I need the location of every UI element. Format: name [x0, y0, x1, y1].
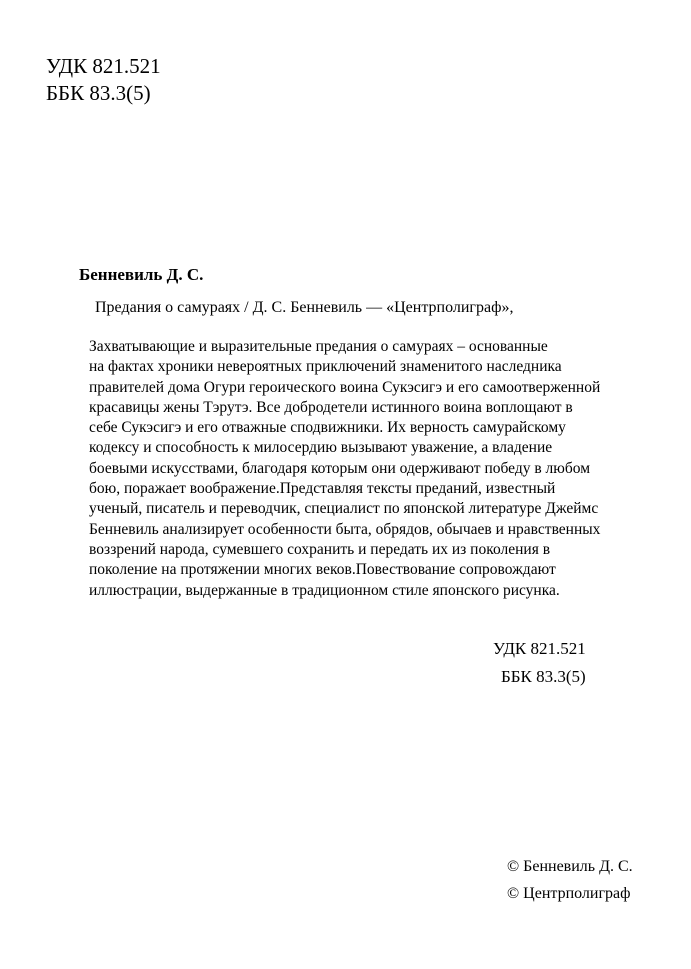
abstract-line: правителей дома Огури героического воина Сукэсигэ и его самоотверженной	[89, 378, 601, 396]
copyright-publisher: © Центрполиграф	[507, 885, 631, 902]
abstract-line: поколение на протяжении многих веков.Повествование сопровождают	[89, 561, 556, 579]
bibliographic-title-line: Предания о самураях / Д. С. Бенневиль — «Центрполиграф»,	[95, 299, 514, 316]
abstract-line: воззрений народа, сумевшего сохранить и передать их из поколения в	[89, 540, 551, 558]
abstract-line: боевыми искусствами, благодаря которым они одерживают победу в любом	[89, 459, 591, 477]
abstract-line: красавицы жены Тэрутэ. Все добродетели истинного воина воплощают в	[89, 398, 573, 416]
abstract-line: бою, поражает воображение.Представляя тексты преданий, известный	[89, 480, 556, 498]
top-bbk-code: ББК 83.3(5)	[46, 81, 151, 105]
abstract-line: себе Сукэсигэ и его отважные сподвижники. Их верность самурайскому	[89, 419, 566, 437]
abstract-paragraph	[89, 337, 649, 601]
abstract-line: на фактах хроники невероятных приключений знаменитого наследника	[89, 358, 562, 376]
author-name: Бенневиль Д. С.	[79, 265, 204, 284]
abstract-line: Бенневиль анализирует особенности быта, обрядов, обычаев и нравственных	[89, 520, 601, 538]
abstract-line: Захватывающие и выразительные предания о самураях – основанные	[89, 338, 548, 355]
abstract-line: ученый, писатель и переводчик, специалист по японской литературе Джеймс	[89, 500, 599, 518]
copyright-author: © Бенневиль Д. С.	[507, 858, 633, 875]
top-classification-codes	[46, 53, 161, 107]
top-udk-code: УДК 821.521	[46, 54, 161, 78]
copyright-block	[507, 853, 633, 907]
bottom-udk-code: УДК 821.521	[493, 639, 586, 658]
abstract-line: кодексу и способность к милосердию вызывают уважение, а владение	[89, 439, 553, 457]
abstract-line: иллюстрации, выдержанные в традиционном стиле японского рисунка.	[89, 581, 560, 599]
bottom-bbk-code: ББК 83.3(5)	[501, 667, 586, 686]
bottom-classification-codes	[493, 635, 586, 691]
